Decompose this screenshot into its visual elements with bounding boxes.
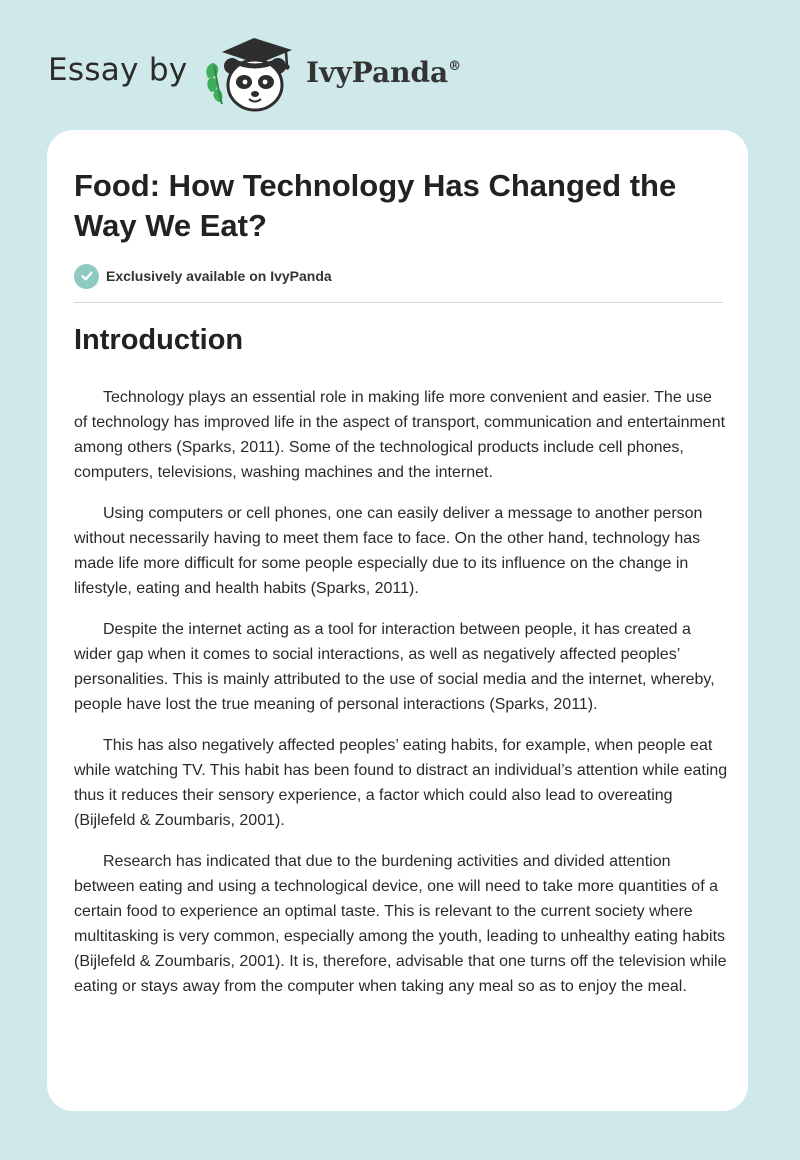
essay-by-text: Essay by — [48, 52, 188, 88]
essay-body — [74, 385, 729, 1015]
exclusive-label: Exclusively available on IvyPanda — [106, 268, 332, 284]
ivy-leaf-icon — [206, 63, 222, 104]
paragraph: Despite the internet acting as a tool for interaction between people, it has created a wider gap when it comes to social interactions, as well as negatively affected peoples’ personalities. This is mainly attributed to the use of social media and the internet, whereby, people have lost the true meaning of personal interactions (Sparks, 2011). — [74, 621, 715, 713]
brand-name: IvyPanda — [306, 56, 449, 89]
ivypanda-brand[interactable] — [306, 56, 461, 89]
section-heading: Introduction — [74, 324, 244, 356]
paragraph: Using computers or cell phones, one can easily deliver a message to another person without necessarily having to meet them face to face. On the other hand, technology has made life more difficult for some people especially due to its influence on the change in lifestyle, eating and health habits (Sparks, 2011). — [74, 505, 703, 597]
registered-mark: ® — [448, 58, 462, 74]
exclusive-badge — [74, 263, 332, 289]
divider — [74, 302, 723, 303]
paragraph: Technology plays an essential role in making life more convenient and easier. The use of technology has improved life in the aspect of transport, communication and entertainment among others (Sparks, 2011). Some of the technological products include cell phones, computers, televisions, washing machines and the internet. — [74, 389, 726, 481]
essay-card — [47, 130, 748, 1111]
paragraph: This has also negatively affected peoples’ eating habits, for example, when people eat while watching TV. This habit has been found to distract an individual’s attention while eating thus it reduces their sensory experience, a factor which could also lead to overeating (Bijlefeld & Zoumbaris, 2001). — [74, 737, 728, 829]
site-header — [48, 30, 508, 110]
check-icon — [74, 264, 99, 289]
paragraph: Research has indicated that due to the burdening activities and divided attention between eating and using a technological device, one will need to take more quantities of a certain food to experience an optimal taste. This is relevant to the current society where multitasking is very common, especially among the youth, leading to unhealthy eating habits (Bijlefeld & Zoumbaris, 2001). It is, therefore, advisable that one turns off the television while eating or stays away from the computer when taking any meal so as to enjoy the meal. — [74, 853, 727, 995]
page-title: Food: How Technology Has Changed the Way We Eat? — [74, 168, 677, 243]
panda-logo-icon[interactable] — [202, 36, 296, 112]
